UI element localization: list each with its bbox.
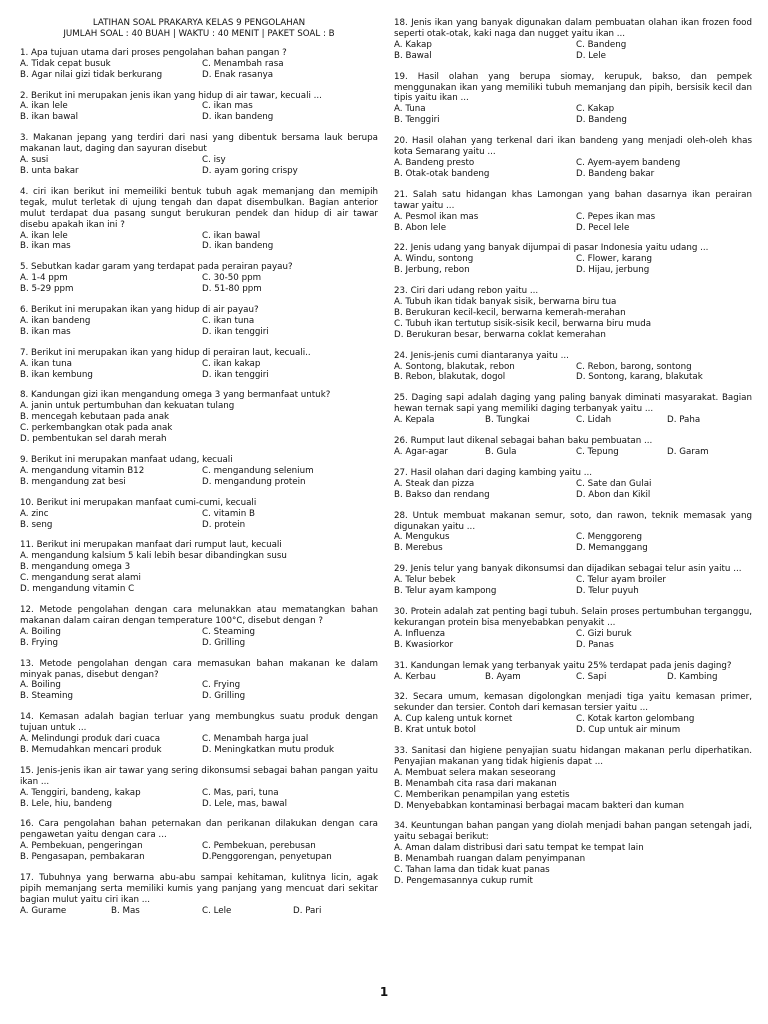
- answer-option: C. Memberikan penampilan yang estetis: [394, 789, 570, 800]
- answer-option: B. mengandung zat besi: [20, 476, 126, 487]
- answer-option: A. Windu, sontong: [394, 254, 474, 265]
- answer-option: D. Abon dan Kikil: [576, 489, 651, 500]
- answer-option: D. 51-80 ppm: [202, 284, 262, 295]
- question-item: [20, 455, 378, 488]
- question-item: [20, 187, 378, 252]
- answer-option: B. seng: [20, 519, 53, 530]
- question-stem: 18. Jenis ikan yang banyak digunakan dalam pembuatan olahan ikan frozen food seperti otak-otak, kaki naga dan nugget yaitu ikan ...: [394, 18, 752, 39]
- answer-option: D. mengandung protein: [202, 476, 306, 487]
- answer-option: C. Tepung: [576, 447, 619, 457]
- answer-option: C. isy: [202, 155, 226, 166]
- answer-option: D. Bandeng bakar: [576, 168, 655, 179]
- answer-option: D. Enak rasanya: [202, 69, 274, 80]
- question-item: [394, 393, 752, 426]
- answer-option: A. Mengukus: [394, 532, 450, 543]
- question-stem: 13. Metode pengolahan dengan cara memasukan bahan makanan ke dalam minyak panas, disebut dengan?: [20, 658, 378, 680]
- answer-option: A. Gurame: [20, 905, 67, 916]
- answer-option: C. Tubuh ikan tertutup sisik-sisik kecil, berwarna biru muda: [394, 318, 652, 329]
- question-item: [20, 498, 378, 531]
- answer-option: C. Gizi buruk: [576, 628, 632, 639]
- answer-option: D. Menyebabkan kontaminasi berbagai macam bakteri dan kuman: [394, 800, 684, 811]
- answer-option: C. Rebon, barong, sontong: [576, 361, 692, 372]
- question-stem: 29. Jenis telur yang banyak dikonsumsi dan dijadikan sebagai telur asin yaitu ...: [394, 564, 742, 575]
- question-stem: 33. Sanitasi dan higiene penyajian suatu hidangan makanan perlu diperhatikan. Penyajian makanan yang tidak higienis dapat ...: [394, 746, 752, 767]
- answer-option: D. Pecel lele: [576, 222, 630, 233]
- answer-options: [20, 316, 378, 338]
- question-stem: 10. Berikut ini merupakan manfaat cumi-cumi, kecuali: [20, 497, 257, 508]
- answer-options: [394, 629, 752, 651]
- question-item: [394, 564, 752, 597]
- answer-option: B. Bawal: [394, 50, 432, 61]
- answer-option: C. Steaming: [202, 626, 256, 637]
- answer-option: A. Agar-agar: [394, 447, 448, 457]
- answer-options: [394, 479, 752, 501]
- question-item: [20, 348, 378, 381]
- question-item: [394, 190, 752, 234]
- answer-option: D. mengandung vitamin C: [20, 584, 135, 595]
- answer-option: B. Krat untuk botol: [394, 725, 476, 736]
- answer-option: C. Sate dan Gulai: [576, 478, 652, 489]
- answer-option: D. Garam: [667, 447, 709, 457]
- answer-options: [20, 627, 378, 649]
- answer-option: D. Paha: [667, 415, 701, 426]
- answer-options: [20, 841, 378, 863]
- question-stem: 26. Rumput laut dikenal sebagai bahan baku pembuatan ...: [394, 436, 653, 447]
- question-stem: 8. Kandungan gizi ikan mengandung omega 3 yang bermanfaat untuk?: [20, 390, 331, 401]
- answer-option: C. Sapi: [576, 671, 607, 682]
- answer-option: C. Pepes ikan mas: [576, 211, 656, 222]
- answer-options: [20, 59, 378, 81]
- question-item: [394, 821, 752, 886]
- answer-option: A. ikan bandeng: [20, 315, 91, 326]
- question-item: [394, 692, 752, 736]
- answer-option: D. Bandeng: [576, 115, 627, 126]
- answer-option: D. Lele: [576, 50, 607, 61]
- question-stem: 24. Jenis-jenis cumi diantaranya yaitu ...: [394, 350, 569, 361]
- answer-option: B. Frying: [20, 637, 58, 648]
- question-stem: 7. Berikut ini merupakan ikan yang hidup di perairan laut, kecuali..: [20, 347, 311, 358]
- answer-option: B. Jerbung, rebon: [394, 265, 470, 276]
- answer-options: [20, 788, 378, 810]
- question-stem: 21. Salah satu hidangan khas Lamongan yang bahan dasarnya ikan perairan tawar yaitu ...: [394, 189, 752, 211]
- answer-options: [394, 447, 752, 458]
- answer-option: C. Kotak karton gelombang: [576, 714, 695, 725]
- answer-option: A. Tuna: [394, 104, 426, 115]
- answer-option: D. Pari: [293, 905, 322, 916]
- answer-option: C. Frying: [202, 680, 241, 691]
- question-stem: 1. Apa tujuan utama dari proses pengolahan bahan pangan ?: [20, 47, 287, 58]
- answer-options: [20, 273, 378, 295]
- header-title: LATIHAN SOAL PRAKARYA KELAS 9 PENGOLAHAN: [92, 18, 306, 28]
- question-stem: 3. Makanan jepang yang terdiri dari nasi yang dibentuk bersama lauk berupa makanan laut, daging dan sayuran disebut: [20, 133, 378, 155]
- answer-option: B. Steaming: [20, 691, 73, 702]
- answer-option: B. Merebus: [394, 543, 443, 554]
- answer-option: C. ikan mas: [202, 101, 253, 112]
- question-stem: 15. Jenis-jenis ikan air tawar yang sering dikonsumsi sebagai bahan pangan yaitu ikan ...: [20, 765, 378, 787]
- answer-options: [394, 843, 752, 887]
- question-item: [20, 605, 378, 649]
- answer-option: C. Lidah: [576, 415, 612, 426]
- answer-option: A. ikan lele: [20, 101, 68, 112]
- header-info: JUMLAH SOAL : 40 BUAH | WAKTU : 40 MENIT | PAKET SOAL : B: [63, 28, 335, 39]
- answer-option: B. Memudahkan mencari produk: [20, 744, 162, 755]
- question-item: [20, 390, 378, 445]
- answer-option: A. Bandeng presto: [394, 157, 475, 168]
- question-stem: 11. Berikut ini merupakan manfaat dari rumput laut, kecuali: [20, 540, 282, 551]
- answer-options: [20, 155, 378, 177]
- question-item: [20, 766, 378, 810]
- answer-option: B. ikan bawal: [20, 112, 79, 123]
- question-item: [394, 511, 752, 555]
- answer-option: C. Lele: [202, 905, 232, 916]
- question-item: [20, 305, 378, 338]
- answer-options: [20, 734, 378, 756]
- answer-options: [394, 714, 752, 736]
- answer-options: [20, 359, 378, 381]
- question-stem: 20. Hasil olahan yang terkenal dari ikan bandeng yang menjadi oleh-oleh khas kota Semarang yaitu ...: [394, 136, 752, 158]
- question-stem: 5. Sebutkan kadar garam yang terdapat pada perairan payau?: [20, 262, 293, 273]
- answer-option: D. ikan bandeng: [202, 241, 274, 252]
- answer-options: [394, 415, 752, 426]
- question-item: [20, 540, 378, 595]
- question-item: [394, 661, 752, 683]
- answer-option: B. Lele, hiu, bandeng: [20, 798, 112, 809]
- answer-option: D. Kambing: [667, 671, 718, 682]
- question-stem: 32. Secara umum, kemasan digolongkan menjadi tiga yaitu kemasan primer, sekunder dan tersier. Contoh dari kemasan tersier yaitu ...: [394, 692, 752, 714]
- answer-option: A. Pembekuan, pengeringan: [20, 841, 143, 852]
- answer-option: D. Memanggang: [576, 543, 648, 554]
- answer-option: B. Pengasapan, pembakaran: [20, 852, 145, 863]
- question-item: [394, 746, 752, 811]
- question-stem: 16. Cara pengolahan bahan peternakan dan perikanan dilakukan dengan cara pengawetan yaitu dengan cara ...: [20, 819, 378, 841]
- answer-options: [20, 401, 378, 445]
- question-item: [20, 712, 378, 756]
- answer-options: [20, 231, 378, 253]
- answer-option: B. Menambah cita rasa dari makanan: [394, 778, 557, 789]
- answer-option: A. ikan lele: [20, 230, 68, 241]
- answer-option: B. Tenggiri: [394, 115, 440, 126]
- answer-options: [394, 158, 752, 180]
- answer-option: A. Boiling: [20, 680, 61, 691]
- answer-option: B. 5-29 ppm: [20, 284, 74, 295]
- question-stem: 30. Protein adalah zat penting bagi tubuh. Selain proses pertumbuhan terganggu, kekurangan protein bisa menyebabkan penyakit ...: [394, 606, 752, 628]
- answer-options: [394, 40, 752, 62]
- answer-option: D. Pengemasannya cukup rumit: [394, 876, 533, 886]
- page-number: 1: [379, 985, 389, 999]
- answer-option: C. mengandung selenium: [202, 465, 314, 476]
- answer-option: A. Pesmol ikan mas: [394, 211, 479, 222]
- answer-option: D. Telur puyuh: [576, 586, 639, 597]
- answer-option: C. ikan bawal: [202, 230, 261, 241]
- answer-option: B. Berukuran kecil-kecil, berwarna kemerah-merahan: [394, 307, 626, 318]
- right-column: [394, 18, 752, 897]
- answer-option: B. ikan kembung: [20, 369, 93, 380]
- answer-options: [394, 532, 752, 554]
- question-stem: 23. Ciri dari udang rebon yaitu ...: [394, 286, 539, 297]
- answer-option: D. Lele, mas, bawal: [202, 798, 288, 809]
- answer-options: [394, 212, 752, 234]
- question-stem: 27. Hasil olahan dari daging kambing yaitu ...: [394, 467, 593, 478]
- question-stem: 4. ciri ikan berikut ini memeiliki bentuk tubuh agak memanjang dan memipih tegak, mulut terletak di ujung tengah dan dapat disembulkan. Bagian anterior mulut terdapat dua pasang sungut berukuran pendek dan hidup di air tawar disebu apakah ikan ini ?: [20, 186, 378, 230]
- answer-option: C. Flower, karang: [576, 254, 652, 265]
- answer-option: A. Cup kaleng untuk kornet: [394, 714, 513, 725]
- answer-option: D. Cup untuk air minum: [576, 725, 681, 736]
- answer-option: D. Berukuran besar, berwarna coklat kemerahan: [394, 329, 606, 340]
- answer-option: C. 30-50 ppm: [202, 273, 262, 284]
- answer-option: D. Meningkatkan mutu produk: [202, 744, 334, 755]
- answer-option: B. Menambah ruangan dalam penyimpanan: [394, 854, 586, 865]
- answer-option: A. susi: [20, 155, 49, 166]
- question-stem: 9. Berikut ini merupakan manfaat udang, kecuali: [20, 455, 233, 465]
- answer-option: C. Menambah rasa: [202, 58, 284, 69]
- answer-option: A. janin untuk pertumbuhan dan kekuatan tulang: [20, 401, 235, 412]
- answer-option: B. mencegah kebutaan pada anak: [20, 412, 170, 423]
- answer-option: A. Melindungi produk dari cuaca: [20, 734, 161, 745]
- question-stem: 19. Hasil olahan yang berupa siomay, kerupuk, bakso, dan pempek menggunakan ikan yang memiliki tubuh memanjang dan pipih, bersisik kecil dan tipis yaitu ikan ...: [394, 71, 752, 104]
- left-question-list: [20, 48, 378, 917]
- answer-option: C. ikan tuna: [202, 315, 255, 326]
- answer-option: C. Pembekuan, perebusan: [202, 841, 316, 852]
- question-item: [20, 48, 378, 81]
- answer-option: A. Aman dalam distribusi dari satu tempat ke tempat lain: [394, 843, 644, 854]
- question-item: [20, 91, 378, 124]
- answer-option: B. Kwasiorkor: [394, 639, 454, 650]
- answer-option: A. Membuat selera makan seseorang: [394, 767, 556, 778]
- answer-option: A. mengandung kalsium 5 kali lebih besar dibandingkan susu: [20, 551, 287, 562]
- answer-option: A. zinc: [20, 508, 49, 519]
- answer-option: A. 1-4 ppm: [20, 273, 68, 284]
- answer-options: [394, 362, 752, 384]
- answer-option: C. perkembangkan otak pada anak: [20, 423, 173, 434]
- question-item: [20, 262, 378, 295]
- answer-option: B. Otak-otak bandeng: [394, 168, 490, 179]
- question-stem: 12. Metode pengolahan dengan cara melunakkan atau mematangkan bahan makanan dalam cairan dengan temperature 100°C, disebut dengan ?: [20, 604, 378, 626]
- answer-options: [20, 680, 378, 702]
- question-item: [394, 18, 752, 62]
- answer-options: [394, 575, 752, 597]
- question-item: [20, 659, 378, 703]
- answer-option: C. Tahan lama dan tidak kuat panas: [394, 865, 550, 876]
- question-item: [394, 243, 752, 276]
- question-item: [394, 351, 752, 384]
- answer-option: D. Sontong, karang, blakutak: [576, 372, 703, 383]
- answer-option: B. mengandung omega 3: [20, 562, 131, 573]
- right-question-list: [394, 18, 752, 887]
- answer-options: [394, 672, 752, 683]
- question-stem: 2. Berikut ini merupakan jenis ikan yang hidup di air tawar, kecuali ...: [20, 90, 322, 101]
- answer-option: A. Telur bebek: [394, 575, 456, 586]
- answer-option: D.Penggorengan, penyetupan: [202, 852, 332, 863]
- answer-option: D. Grilling: [202, 691, 246, 702]
- answer-option: C. Bandeng: [576, 39, 627, 50]
- answer-options: [394, 104, 752, 126]
- question-item: [394, 607, 752, 651]
- answer-option: A. mengandung vitamin B12: [20, 465, 145, 476]
- answer-option: C. vitamin B: [202, 508, 255, 519]
- answer-option: B. Rebon, blakutak, dogol: [394, 372, 506, 383]
- answer-option: D. ikan tenggiri: [202, 326, 269, 337]
- answer-option: B. Mas: [111, 905, 140, 916]
- question-stem: 6. Berikut ini merupakan ikan yang hidup di air payau?: [20, 305, 259, 316]
- question-stem: 22. Jenis udang yang banyak dijumpai di pasar Indonesia yaitu udang ...: [394, 243, 709, 254]
- answer-option: D. ikan tenggiri: [202, 369, 269, 380]
- answer-option: D. pembentukan sel darah merah: [20, 434, 167, 445]
- answer-option: B. ikan mas: [20, 241, 71, 252]
- question-item: [20, 873, 378, 917]
- answer-options: [20, 551, 378, 595]
- question-item: [20, 133, 378, 177]
- answer-option: C. Kakap: [576, 104, 615, 115]
- question-item: [20, 819, 378, 863]
- question-stem: 31. Kandungan lemak yang terbanyak yaitu 25% terdapat pada jenis daging?: [394, 660, 732, 671]
- answer-option: B. ikan mas: [20, 326, 71, 337]
- answer-option: B. Bakso dan rendang: [394, 489, 490, 500]
- answer-option: C. Ayem-ayem bandeng: [576, 157, 681, 168]
- answer-option: D. ayam goring crispy: [202, 165, 298, 176]
- answer-option: A. ikan tuna: [20, 358, 72, 369]
- worksheet-header: [20, 18, 378, 40]
- answer-option: C. Telur ayam broiler: [576, 575, 666, 586]
- question-item: [394, 136, 752, 180]
- answer-option: A. Sontong, blakutak, rebon: [394, 361, 515, 372]
- answer-option: D. ikan bandeng: [202, 112, 274, 123]
- answer-option: C. Menambah harga jual: [202, 734, 309, 745]
- answer-option: A. Influenza: [394, 628, 446, 639]
- question-stem: 25. Daging sapi adalah daging yang paling banyak diminati masyarakat. Bagian hewan ternak sapi yang memiliki daging terbanyak yaitu ...: [394, 393, 752, 415]
- answer-option: A. Boiling: [20, 626, 61, 637]
- answer-option: B. Abon lele: [394, 222, 447, 233]
- answer-options: [394, 297, 752, 341]
- answer-option: B. Gula: [485, 447, 517, 457]
- answer-option: B. Agar nilai gizi tidak berkurang: [20, 69, 163, 80]
- answer-option: A. Tidak cepat busuk: [20, 58, 111, 69]
- answer-option: D. protein: [202, 519, 246, 530]
- answer-option: D. Hijau, jerbung: [576, 265, 650, 276]
- answer-option: C. Mas, pari, tuna: [202, 787, 279, 798]
- answer-option: C. Menggoreng: [576, 532, 643, 543]
- answer-option: A. Tubuh ikan tidak banyak sisik, berwarna biru tua: [394, 297, 617, 308]
- answer-options: [20, 101, 378, 123]
- answer-option: A. Kepala: [394, 415, 435, 426]
- question-item: [394, 468, 752, 501]
- answer-option: A. Kakap: [394, 39, 432, 50]
- answer-option: D. Grilling: [202, 637, 246, 648]
- answer-option: A. Steak dan pizza: [394, 478, 475, 489]
- answer-option: B. Tungkai: [485, 415, 530, 426]
- question-item: [394, 286, 752, 341]
- answer-option: B. unta bakar: [20, 165, 79, 176]
- answer-options: [20, 466, 378, 488]
- question-stem: 17. Tubuhnya yang berwarna abu-abu sampai kehitaman, kulitnya licin, agak pipih memanjang serta memiliki kumis yang panjang yang mencuat dari sekitar bagian mulut yaitu ciri ikan ...: [20, 873, 378, 905]
- question-stem: 14. Kemasan adalah bagian terluar yang membungkus suatu produk dengan tujuan untuk ...: [20, 712, 378, 734]
- question-item: [394, 436, 752, 458]
- question-item: [394, 72, 752, 127]
- answer-options: [20, 906, 378, 917]
- answer-option: C. ikan kakap: [202, 358, 261, 369]
- answer-option: B. Ayam: [485, 671, 521, 682]
- question-stem: 34. Keuntungan bahan pangan yang diolah menjadi bahan pangan setengah jadi, yaitu sebagai berikut:: [394, 821, 752, 843]
- answer-option: D. Panas: [576, 639, 614, 650]
- answer-option: B. Telur ayam kampong: [394, 586, 497, 597]
- answer-options: [20, 509, 378, 531]
- left-column: [20, 18, 378, 927]
- answer-options: [394, 768, 752, 812]
- answer-option: A. Tenggiri, bandeng, kakap: [20, 787, 141, 798]
- answer-option: C. mengandung serat alami: [20, 573, 141, 584]
- question-stem: 28. Untuk membuat makanan semur, soto, dan rawon, teknik memasak yang digunakan yaitu ...: [394, 510, 752, 532]
- answer-options: [394, 254, 752, 276]
- answer-option: A. Kerbau: [394, 671, 436, 682]
